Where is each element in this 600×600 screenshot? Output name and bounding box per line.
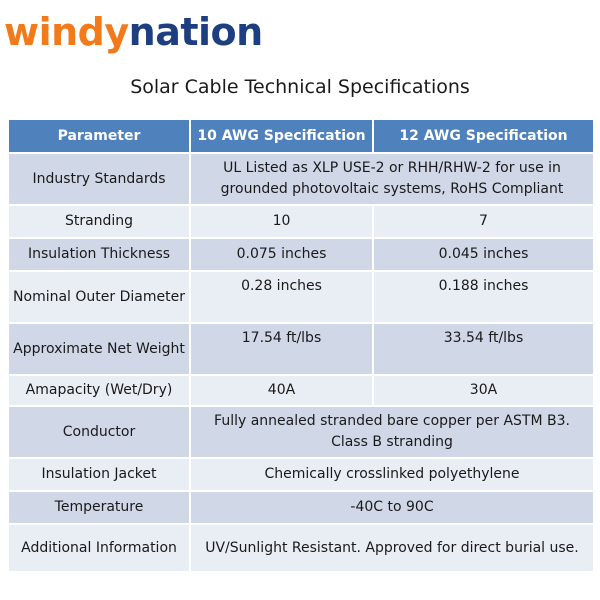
row-param: Temperature	[8, 491, 190, 524]
row-10awg-value: 0.075 inches	[190, 238, 373, 271]
table-row	[8, 323, 594, 375]
row-10awg-value: 10	[190, 205, 373, 238]
table-row	[8, 375, 594, 406]
row-10awg-value: 40A	[190, 375, 373, 406]
row-10awg-value: 17.54 ft/lbs	[190, 323, 373, 375]
row-param: Approximate Net Weight	[8, 323, 190, 375]
row-10awg-value: 0.28 inches	[190, 271, 373, 323]
row-12awg-value: 0.045 inches	[373, 238, 594, 271]
row-12awg-value: 33.54 ft/lbs	[373, 323, 594, 375]
table-header-row	[8, 119, 594, 153]
row-param: Stranding	[8, 205, 190, 238]
header-parameter: Parameter	[8, 119, 190, 153]
row-12awg-value: 7	[373, 205, 594, 238]
header-12awg: 12 AWG Specification	[373, 119, 594, 153]
header-10awg: 10 AWG Specification	[190, 119, 373, 153]
table-row	[8, 271, 594, 323]
table-row	[8, 491, 594, 524]
row-12awg-value: 0.188 inches	[373, 271, 594, 323]
row-param: Conductor	[8, 406, 190, 458]
logo-windy-text: windy	[4, 10, 129, 54]
spec-table	[7, 118, 595, 573]
table-row	[8, 524, 594, 572]
table-row	[8, 406, 594, 458]
windynation-logo	[4, 10, 263, 54]
table-row	[8, 153, 594, 205]
row-merged-value: -40C to 90C	[190, 491, 594, 524]
row-merged-value: Chemically crosslinked polyethylene	[190, 458, 594, 491]
row-merged-value: UV/Sunlight Resistant. Approved for direct burial use.	[190, 524, 594, 572]
row-merged-value: Fully annealed stranded bare copper per ASTM B3. Class B stranding	[190, 406, 594, 458]
logo-nation-text: nation	[128, 10, 263, 54]
row-merged-value: UL Listed as XLP USE-2 or RHH/RHW-2 for use in grounded photovoltaic systems, RoHS Compliant	[190, 153, 594, 205]
row-param: Amapacity (Wet/Dry)	[8, 375, 190, 406]
row-12awg-value: 30A	[373, 375, 594, 406]
row-param: Industry Standards	[8, 153, 190, 205]
table-row	[8, 238, 594, 271]
row-param: Insulation Jacket	[8, 458, 190, 491]
row-param: Insulation Thickness	[8, 238, 190, 271]
table-row	[8, 205, 594, 238]
table-row	[8, 458, 594, 491]
page-title: Solar Cable Technical Specifications	[130, 76, 470, 98]
row-param: Additional Information	[8, 524, 190, 572]
row-param: Nominal Outer Diameter	[8, 271, 190, 323]
